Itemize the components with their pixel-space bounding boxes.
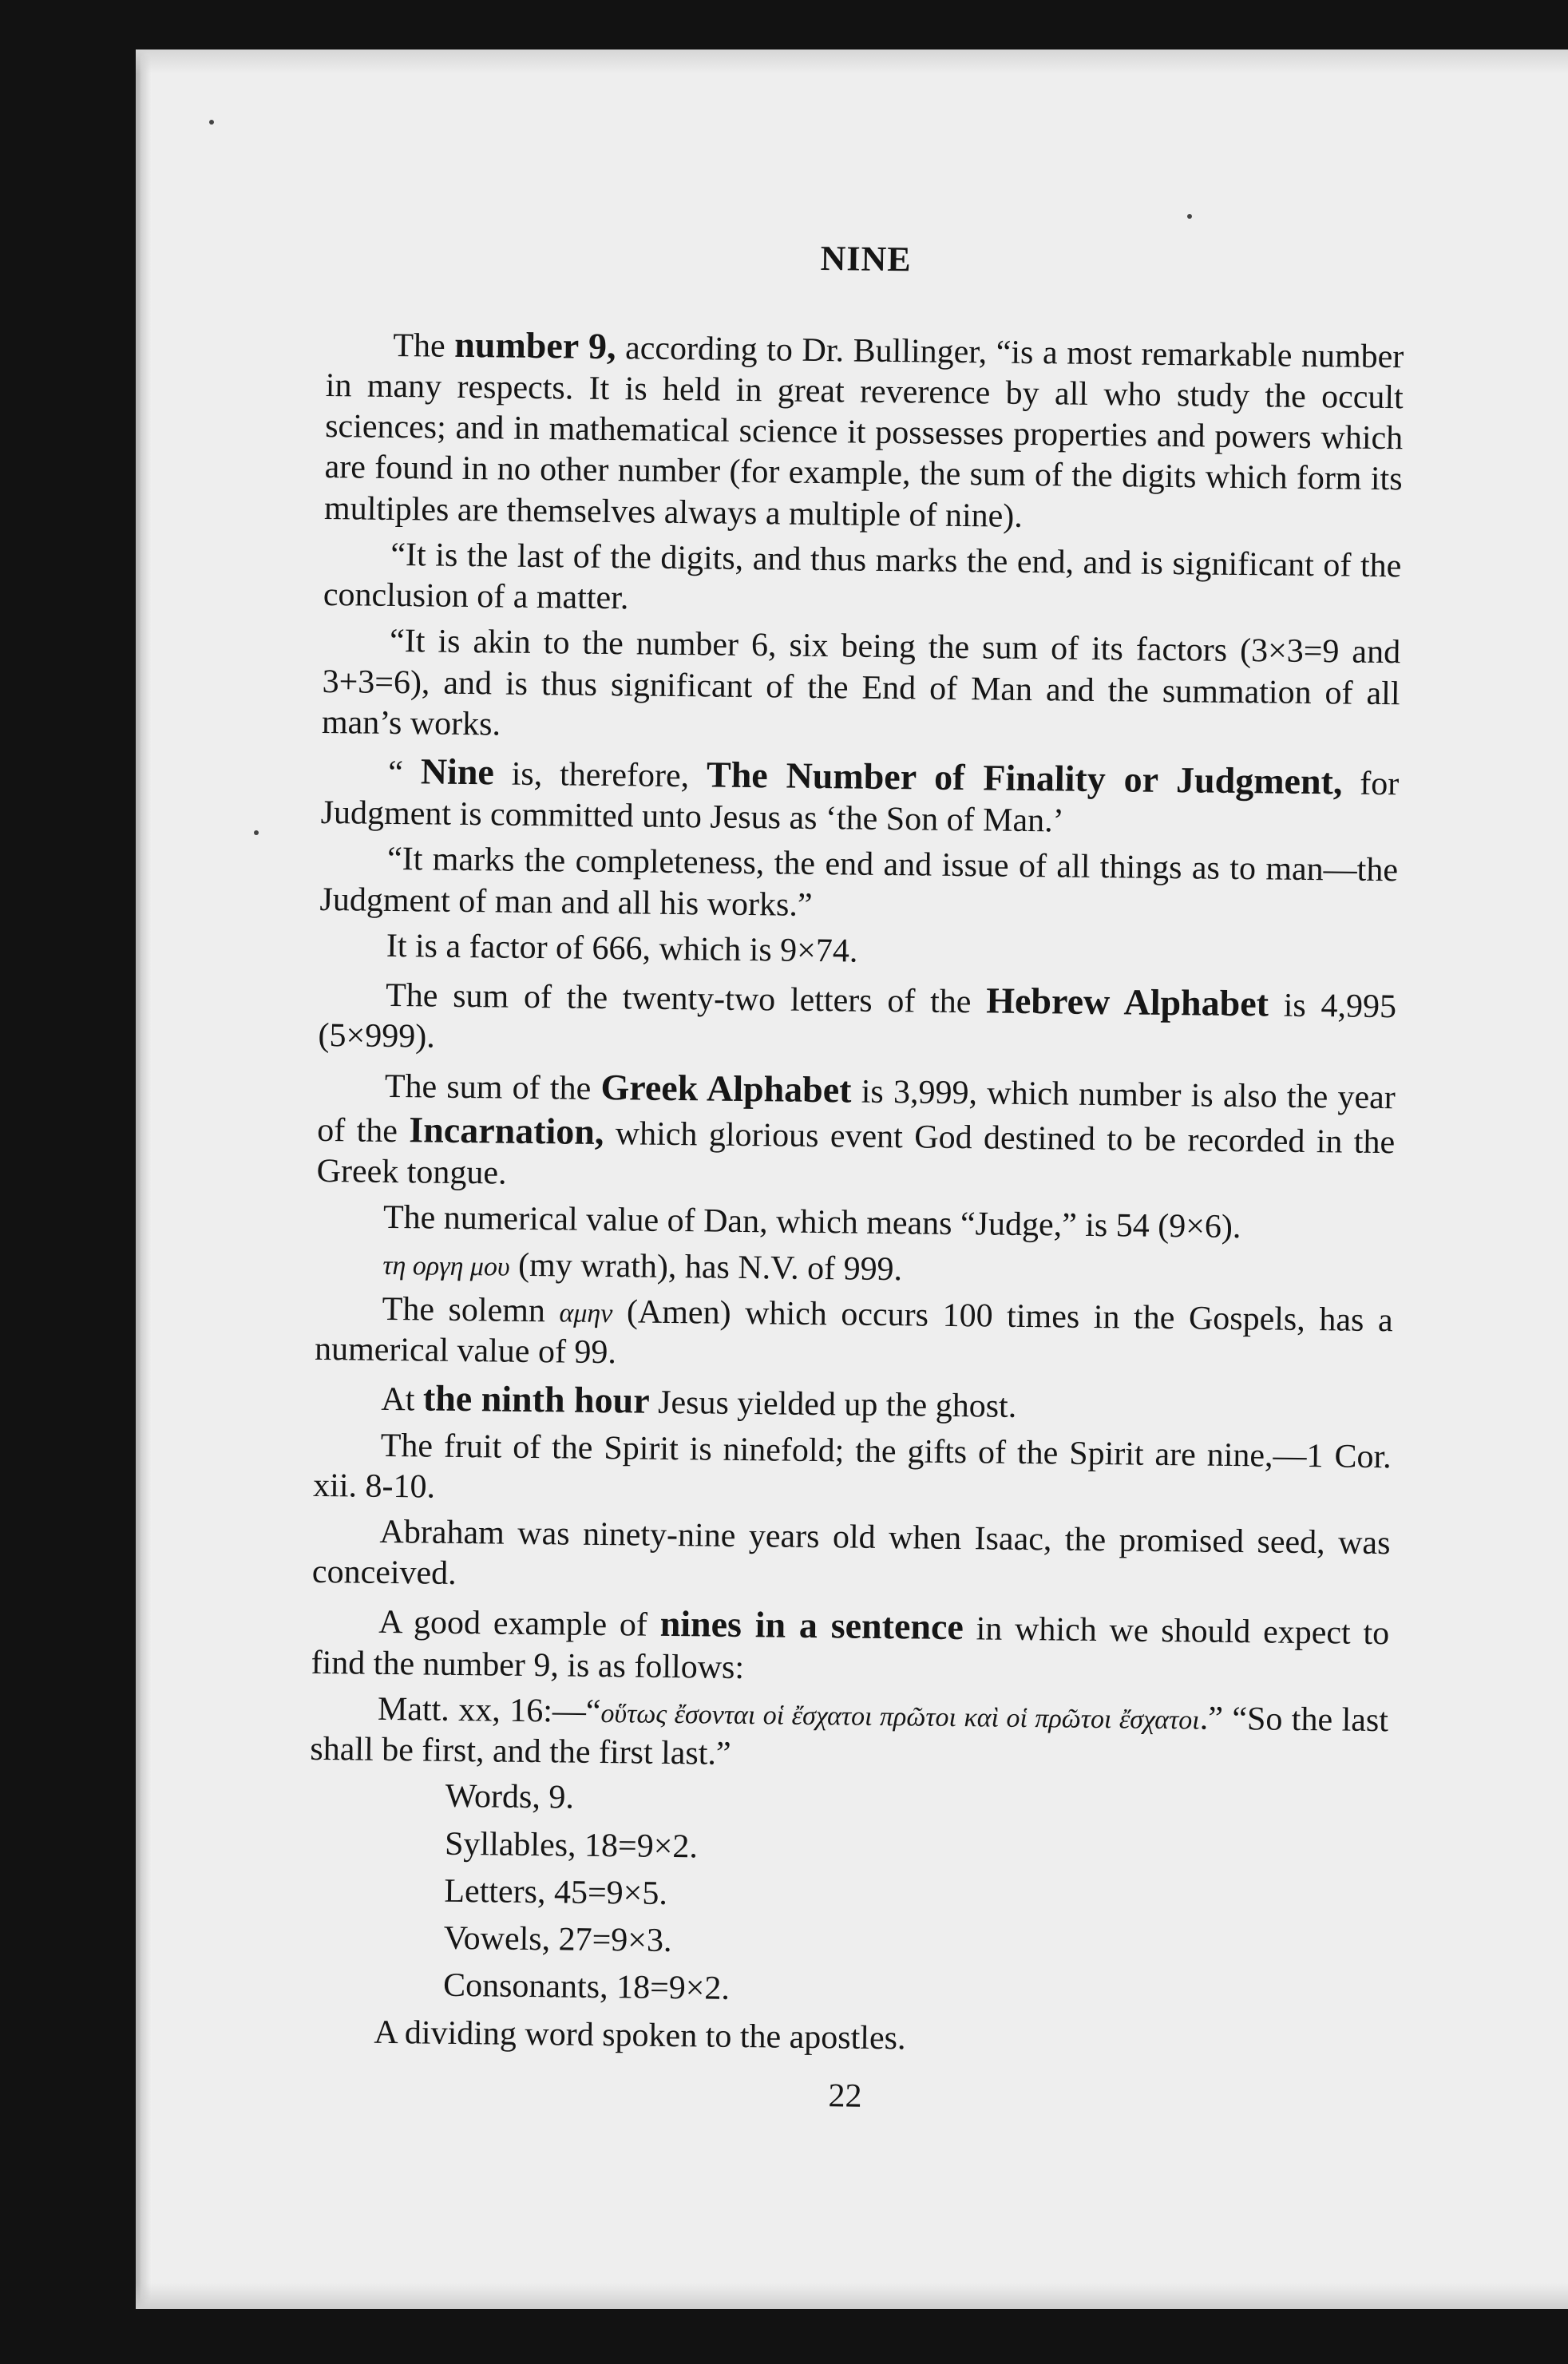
paragraph: The number 9, according to Dr. Bullinger, “is a most remarkable number in many respects. It is held in great reverence by all who study the occult sciences; and in mathematical science it possesses properties and powers which are found in no other number (for example, the sum of the digits which form its multiples are themselves always a multiple of nine).	[323, 323, 1404, 535]
page-top-shadow	[136, 49, 1568, 73]
paragraph: τη οργη μου (my wrath), has N.V. of 999.	[382, 1246, 903, 1288]
count-item: Consonants, 18=9×2.	[442, 1967, 731, 2008]
paragraph: “ Nine is, therefore, The Number of Finality or Judgment, for Judgment is committed unto Jesus as ‘the Son of Man.’	[320, 750, 1400, 840]
count-item: Words, 9.	[445, 1778, 575, 1817]
count-list	[443, 1776, 1388, 2018]
paragraph: A good example of nines in a sentence in which we should expect to find the number 9, is as follows:	[311, 1603, 1390, 1686]
page-heading: NINE	[820, 239, 912, 279]
paragraph: “It marks the completeness, the end and issue of all things as to man—the Judgment of man and all his works.”	[319, 841, 1399, 924]
paragraph: The numerical value of Dan, which means “Judge,” is 54 (9×6).	[382, 1199, 1241, 1246]
paragraph: It is a factor of 666, which is 9×74.	[386, 927, 858, 970]
paragraph: At the ninth hour Jesus yielded up the ghost.	[381, 1377, 1017, 1426]
scan-speck	[1187, 214, 1192, 219]
paragraph: The solemn αμην (Amen) which occurs 100 times in the Gospels, has a numerical value of 99.	[314, 1290, 1393, 1372]
paragraph: Abraham was ninety-nine years old when Isaac, the promised seed, was conceived.	[311, 1513, 1391, 1593]
count-item: Syllables, 18=9×2.	[444, 1825, 699, 1866]
paragraph: The sum of the twenty-two letters of the Hebrew Alphabet is 4,995 (5×999).	[318, 977, 1397, 1056]
page-binding-edge	[141, 56, 152, 2299]
count-item: Vowels, 27=9×3.	[443, 1919, 672, 1960]
page-text	[306, 232, 1405, 2123]
paragraph: A dividing word spoken to the apostles.	[374, 2014, 906, 2057]
paragraph: “It is the last of the digits, and thus marks the end, and is significant of the conclusion of a matter.	[323, 536, 1402, 617]
scan-speck	[254, 830, 259, 835]
paragraph: The fruit of the Spirit is ninefold; the gifts of the Spirit are nine,—1 Cor. xii. 8-10.	[312, 1427, 1392, 1506]
paragraph: “It is akin to the number 6, six being the sum of its factors (3×3=9 and 3+3=6), and is thus significant of the End of Man and the summation of all man’s works.	[321, 623, 1401, 743]
page-number: 22	[828, 2077, 862, 2115]
paragraph: Matt. xx, 16:—“οὕτως ἔσονται οἱ ἔσχατοι πρῶτοι καὶ οἱ πρῶτοι ἔσχατοι.” “So the last shall be first, and the first last.”	[310, 1690, 1389, 1773]
paragraph: The sum of the Greek Alphabet is 3,999, which number is also the year of the Incarnation, which glorious event God destined to be recorded in the Greek tongue.	[316, 1066, 1396, 1192]
count-item: Letters, 45=9×5.	[444, 1872, 668, 1912]
page-bottom-shadow	[136, 2283, 1568, 2309]
scan-speck	[209, 120, 214, 125]
